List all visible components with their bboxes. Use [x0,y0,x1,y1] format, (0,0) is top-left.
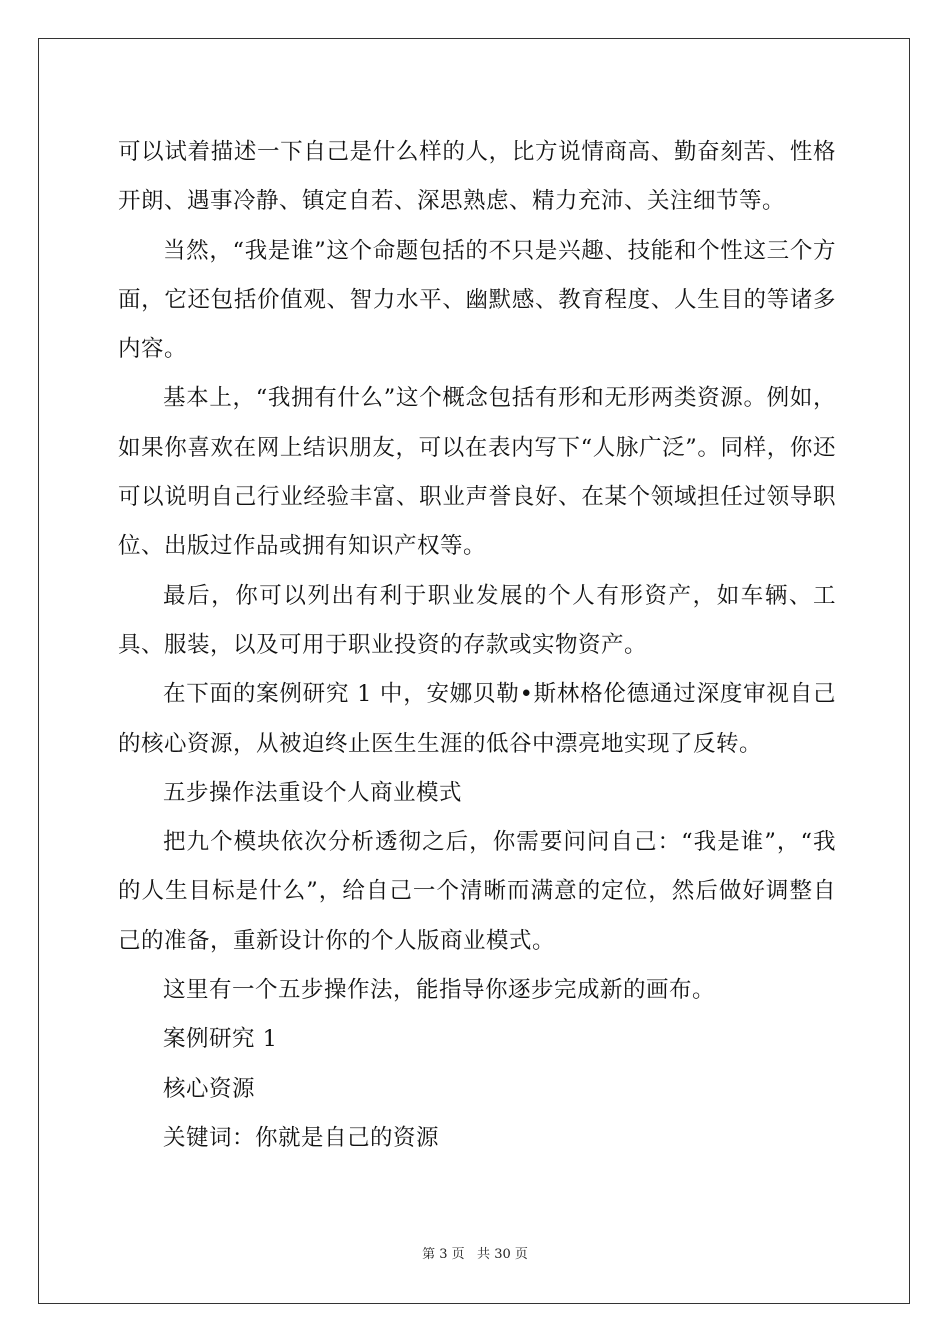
paragraph-7: 这里有一个五步操作法，能指导你逐步完成新的画布。 [163,977,716,1004]
section-heading: 五步操作法重设个人商业模式 [163,779,463,806]
paragraph-4: 最后，你可以列出有利于职业发展的个人有形资产，如车辆、工具、服装，以及可用于职业投资的存款或实物资产。 [118,582,836,658]
case-study-title: 案例研究 1 [163,1026,278,1053]
paragraph-1: 可以试着描述一下自己是什么样的人，比方说情商高、勤奋刻苦、性格开朗、遇事冷静、镇定自若、深思熟虑、精力充沛、关注细节等。 [118,139,836,215]
page-footer [0,1246,950,1264]
case-study-topic: 核心资源 [163,1075,256,1102]
paragraph-5: 在下面的案例研究 1 中，安娜贝勒•斯林格伦德通过深度审视自己的核心资源，从被迫终止医生生涯的低谷中漂亮地实现了反转。 [118,681,836,757]
paragraph-3: 基本上，“我拥有什么”这个概念包括有形和无形两类资源。例如，如果你喜欢在网上结识朋友，可以在表内写下“人脉广泛”。同样，你还可以说明自己行业经验丰富、职业声誉良好、在某个领域担任过领导职位、出版过作品或拥有知识产权等。 [118,385,836,560]
paragraph-6: 把九个模块依次分析透彻之后，你需要问问自己：“我是谁”，“我的人生目标是什么”，给自己一个清晰而满意的定位，然后做好调整自己的准备，重新设计你的个人版商业模式。 [118,829,836,954]
paragraph-2: 当然，“我是谁”这个命题包括的不只是兴趣、技能和个性这三个方面，它还包括价值观、智力水平、幽默感、教育程度、人生目的等诸多内容。 [118,237,836,363]
case-study-keyword: 关键词：你就是自己的资源 [163,1124,440,1151]
page-number: 第 3 页 共 30 页 [422,1247,528,1262]
document-body [118,128,836,1163]
